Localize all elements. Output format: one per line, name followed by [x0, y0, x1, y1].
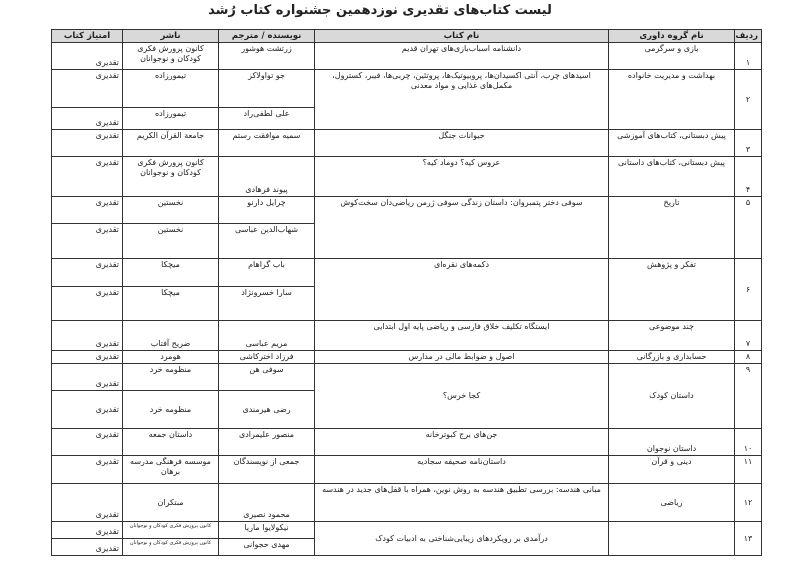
jury-group: پیش دبستانی، کتاب‌های داستانی — [609, 157, 735, 197]
score: تقدیری — [52, 351, 123, 364]
book-title: سوفی دختر پتمبروان: داستان زندگی سوفی ژرمن ریاضی‌دان سخت‌کوش — [315, 197, 609, 259]
score: تقدیری — [52, 157, 123, 197]
book-title: جن‌های برج کبوترخانه — [315, 429, 609, 456]
table-row — [52, 522, 762, 539]
header-publisher: ناشر — [123, 30, 219, 43]
author: زرتشت هوشور — [219, 43, 315, 70]
publisher: مبتکران — [123, 484, 219, 522]
table-row — [52, 157, 762, 197]
table-row — [52, 321, 762, 351]
table-row — [52, 351, 762, 364]
score: تقدیری — [52, 108, 123, 130]
header-book: نام کتاب — [315, 30, 609, 43]
publisher: تیمورزاده — [123, 108, 219, 130]
score: تقدیری — [52, 259, 123, 287]
score: تقدیری — [52, 287, 123, 321]
header-num: ردیف — [735, 30, 762, 43]
score: تقدیری — [52, 522, 123, 539]
score: تقدیری — [52, 130, 123, 157]
table-row — [52, 197, 762, 224]
row-number: ۹ — [735, 364, 762, 429]
publisher: داستان جمعه — [123, 429, 219, 456]
header-score: امتیاز کتاب — [52, 30, 123, 43]
jury-group: دینی و قرآن — [609, 456, 735, 484]
table-row — [52, 70, 762, 108]
jury-group: تفکر و پژوهش — [609, 259, 735, 321]
author: رضی هیرمندی — [219, 391, 315, 429]
row-number: ۱۳ — [735, 522, 762, 556]
jury-group: ریاضی — [609, 484, 735, 522]
jury-group: پیش دبستانی، کتاب‌های آموزشی — [609, 130, 735, 157]
table-row — [52, 484, 762, 522]
publisher: کانون پرورش فکری کودکان و نوجوانان — [123, 522, 219, 539]
author: سوفی هن — [219, 364, 315, 391]
page-title: لیست کتاب‌های تقدیری نوزدهمین جشنواره کتاب رُشد — [208, 3, 552, 18]
row-number: ۱۰ — [735, 429, 762, 456]
score: تقدیری — [52, 43, 123, 70]
book-title: کجا خرس؟ — [315, 364, 609, 429]
book-title: دانشنامه اسباب‌بازی‌های تهران قدیم — [315, 43, 609, 70]
table-header-row — [52, 30, 762, 43]
publisher: کانون پرورش فکری کودکان و نوجوانان — [123, 539, 219, 556]
author: شهاب‌الدین عباسی — [219, 224, 315, 259]
publisher: کانون پرورش فکری کودکان و نوجوانان — [123, 43, 219, 70]
author: سارا خسرونژاد — [219, 287, 315, 321]
publisher: جامعة القرآن الکریم — [123, 130, 219, 157]
jury-group: بهداشت و مدیریت خانواده — [609, 70, 735, 130]
table-row — [52, 456, 762, 484]
author: پیوند فرهادی — [219, 157, 315, 197]
jury-group: تاریخ — [609, 197, 735, 259]
author: منصور علیمرادی — [219, 429, 315, 456]
books-table — [51, 29, 762, 556]
row-number: ۱ — [735, 43, 762, 70]
jury-group: داستان کودک — [609, 364, 735, 429]
author: علی لطفی‌راد — [219, 108, 315, 130]
jury-group: حسابداری و بازرگانی — [609, 351, 735, 364]
publisher: میچکا — [123, 259, 219, 287]
row-number: ۶ — [735, 259, 762, 321]
author: مریم عباسی — [219, 321, 315, 351]
publisher: موسسه فرهنگی مدرسه برهان — [123, 456, 219, 484]
row-number: ۸ — [735, 351, 762, 364]
publisher: ضریح آفتاب — [123, 321, 219, 351]
author: مهدی حجوانی — [219, 539, 315, 556]
row-number: ۲ — [735, 70, 762, 130]
publisher: منظومه خرد — [123, 364, 219, 391]
book-title: حیوانات جنگل — [315, 130, 609, 157]
publisher: نخستین — [123, 197, 219, 224]
author: محمود نصیری — [219, 484, 315, 522]
score: تقدیری — [52, 197, 123, 224]
author: جمعی از نویسندگان — [219, 456, 315, 484]
publisher: هومرد — [123, 351, 219, 364]
score: تقدیری — [52, 321, 123, 351]
publisher: نخستین — [123, 224, 219, 259]
score: تقدیری — [52, 429, 123, 456]
book-title: عروس کیه؟ دوماد کیه؟ — [315, 157, 609, 197]
book-title: اسیدهای چرب، آنتی اکسیدان‌ها، پروبیوتیک‌ها، پروتئین، چربی‌ها، فیبر، کسترول، مکمل‌های غذایی و مواد معدنی — [315, 70, 609, 130]
book-title: اصول و ضوابط مالی در مدارس — [315, 351, 609, 364]
header-author: نویسنده / مترجم — [219, 30, 315, 43]
publisher: منظومه خرد — [123, 391, 219, 429]
author: جو تواولاکز — [219, 70, 315, 108]
score: تقدیری — [52, 391, 123, 429]
row-number: ۷ — [735, 321, 762, 351]
book-title: ایستگاه تکلیف خلاق فارسی و ریاضی پایه اول ابتدایی — [315, 321, 609, 351]
author: باب گراهام — [219, 259, 315, 287]
table-row — [52, 429, 762, 456]
author: فرزاد اختر‌کاشی — [219, 351, 315, 364]
book-title: دکمه‌های نقره‌ای — [315, 259, 609, 321]
score: تقدیری — [52, 456, 123, 484]
book-title: داستان‌نامه صحیفه سجادیه — [315, 456, 609, 484]
author: سمیه موافقت رستم — [219, 130, 315, 157]
score: تقدیری — [52, 364, 123, 391]
score: تقدیری — [52, 70, 123, 108]
author: چرایل دارنو — [219, 197, 315, 224]
score: تقدیری — [52, 484, 123, 522]
publisher: میچکا — [123, 287, 219, 321]
jury-group: چند موضوعی — [609, 321, 735, 351]
jury-group: بازی و سرگرمی — [609, 43, 735, 70]
row-number: ۱۲ — [735, 484, 762, 522]
header-group: نام گروه داوری — [609, 30, 735, 43]
jury-group: داستان نوجوان — [609, 429, 735, 456]
table-row — [52, 43, 762, 70]
row-number: ۵ — [735, 197, 762, 259]
table-row — [52, 364, 762, 391]
score: تقدیری — [52, 224, 123, 259]
author: نیکولایوا ماریا — [219, 522, 315, 539]
book-title: درآمدی بر رویکردهای زیبایی‌شناختی به ادبیات کودک — [315, 522, 609, 556]
publisher: کانون پرورش فکری کودکان و نوجوانان — [123, 157, 219, 197]
jury-group — [609, 522, 735, 556]
publisher: تیمورزاده — [123, 70, 219, 108]
book-title: مبانی هندسه: بررسی تطبیق هندسه به روش نوین، همراه با قفل‌های جدید در هندسه — [315, 484, 609, 522]
table-row — [52, 259, 762, 287]
score: تقدیری — [52, 539, 123, 556]
row-number: ۳ — [735, 130, 762, 157]
row-number: ۱۱ — [735, 456, 762, 484]
table-row — [52, 130, 762, 157]
row-number: ۴ — [735, 157, 762, 197]
